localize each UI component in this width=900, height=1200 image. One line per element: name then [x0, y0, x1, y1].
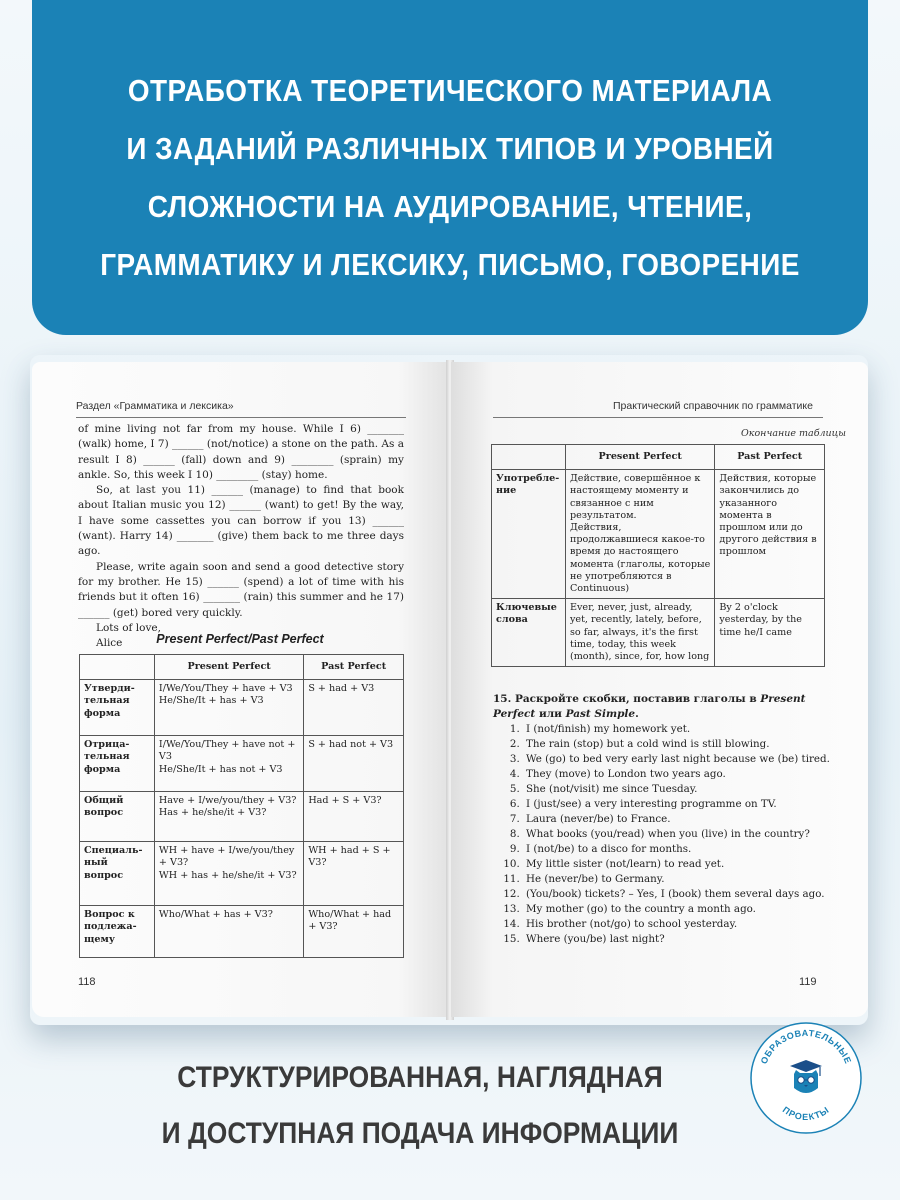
row-label: Специаль-ный вопрос [80, 842, 155, 906]
letter-paragraph: So, at last you 11) ______ (manage) to find that book about Italian music you 12) ______ (want) to get! By the way, I have some cassettes you can borrow if you 13) ______ (want). Harry 14) _______ (give) them back to me three days ago. [78, 484, 404, 558]
table-row [492, 470, 825, 599]
list-item: 5. She (not/visit) me since Tuesday. [523, 782, 853, 797]
table-cell: S + had + V3 [304, 680, 404, 736]
right-page [451, 362, 868, 1017]
table-cell: Who/What + has + V3? [154, 906, 303, 958]
row-label: Ключевые слова [492, 599, 566, 667]
running-header: Раздел «Грамматика и лексика» [76, 400, 234, 412]
list-item: 1. I (not/finish) my homework yet. [523, 722, 853, 737]
letter-closing: Lots of love, [96, 621, 161, 634]
list-item: 12. (You/book) tickets? – Yes, I (book) them several days ago. [523, 887, 853, 902]
publisher-badge [748, 1020, 864, 1136]
list-item: 7. Laura (never/be) to France. [523, 812, 853, 827]
table-cell: I/We/You/They + have not + V3 He/She/It + has not + V3 [154, 736, 303, 792]
banner-line: ГРАММАТИКУ И ЛЕКСИКУ, ПИСЬМО, ГОВОРЕНИЕ [100, 247, 800, 282]
table-row [80, 906, 404, 958]
table-cell: Who/What + had + V3? [304, 906, 404, 958]
tagline-line: И ДОСТУПНАЯ ПОДАЧА ИНФОРМАЦИИ [161, 1117, 679, 1150]
list-item: 11. He (never/be) to Germany. [523, 872, 853, 887]
header-rule [493, 417, 823, 418]
tense-name: Past Simple [565, 708, 636, 720]
table-cell: Ever, never, just, already, yet, recently, lately, before, so far, always, it's the first time, today, this week (month), since, for, how long [565, 599, 714, 667]
table-header-row [80, 655, 404, 680]
list-item: 6. I (just/see) a very interesting programme on TV. [523, 797, 853, 812]
banner-line: СЛОЖНОСТИ НА АУДИРОВАНИЕ, ЧТЕНИЕ, [147, 189, 753, 224]
list-item: 13. My mother (go) to the country a month ago. [523, 902, 853, 917]
bottom-tagline [100, 1050, 740, 1162]
page-number: 119 [799, 976, 817, 988]
table-row [80, 680, 404, 736]
table-cell: I/We/You/They + have + V3 He/She/It + has + V3 [154, 680, 303, 736]
list-item: 9. I (not/be) to a disco for months. [523, 842, 853, 857]
table-title: Present Perfect/Past Perfect [156, 632, 324, 646]
table-header-row [492, 445, 825, 470]
row-label: Употребле-ние [492, 470, 566, 599]
table-row [80, 792, 404, 842]
exercise-or: или [538, 708, 562, 720]
list-item: 15. Where (you/be) last night? [523, 932, 853, 947]
list-item: 2. The rain (stop) but a cold wind is still blowing. [523, 737, 853, 752]
table-row [80, 736, 404, 792]
exercise-list [493, 722, 853, 947]
row-label: Вопрос к подлежа-щему [80, 906, 155, 958]
list-item: 8. What books (you/read) when you (live) in the country? [523, 827, 853, 842]
list-item: 4. They (move) to London two years ago. [523, 767, 853, 782]
letter-paragraph: of mine living not far from my house. While I 6) _______ (walk) home, I 7) ______ (not/notice) a stone on the path. As a result I 8) ______ (fall) down and 9) ________ (sprain) my ankle. So, this week I 10) ________ (stay) home. [78, 423, 404, 481]
table-cell: Have + I/we/you/they + V3? Has + he/she/it + V3? [154, 792, 303, 842]
badge-top-text: ОБРАЗОВАТЕЛЬНЫЕ [758, 1027, 854, 1066]
grammar-table [79, 654, 404, 958]
banner-line: ОТРАБОТКА ТЕОРЕТИЧЕСКОГО МАТЕРИАЛА [127, 73, 773, 108]
list-item: 10. My little sister (not/learn) to read yet. [523, 857, 853, 872]
letter-signature: Alice [96, 637, 123, 650]
table-row [80, 842, 404, 906]
list-item: 3. We (go) to bed very early last night because we (be) tired. [523, 752, 853, 767]
table-continuation-note: Окончание таблицы [741, 428, 847, 439]
row-label: Утверди-тельная форма [80, 680, 155, 736]
table-header-cell [80, 655, 155, 680]
table-cell: S + had not + V3 [304, 736, 404, 792]
table-header-cell: Present Perfect [154, 655, 303, 680]
table-cell: By 2 o'clock yesterday, by the time he/I came [715, 599, 825, 667]
table-cell: Действие, совершённое к настоящему моменту и связанное с ним результатом. Действия, продолжавшиеся какое-то время до настоящего момента (глаголы, которые не употребляются в Continuous) [565, 470, 714, 599]
banner-line: И ЗАДАНИЙ РАЗЛИЧНЫХ ТИПОВ И УРОВНЕЙ [126, 131, 774, 166]
table-header-cell: Past Perfect [715, 445, 825, 470]
banner-headline [32, 62, 868, 294]
table-header-cell: Present Perfect [565, 445, 714, 470]
table-row [492, 599, 825, 667]
letter-paragraph: Please, write again soon and send a good detective story for my brother. He 15) ______ (spend) a lot of time with his friends but it often 16) _______ (rain) this summer and he 17) ______ (get) bored very quickly. [78, 560, 404, 619]
grammar-table-continued [491, 444, 825, 667]
row-label: Отрица-тельная форма [80, 736, 155, 792]
header-rule [76, 417, 406, 418]
table-cell: WH + have + I/we/you/they + V3? WH + has + he/she/it + V3? [154, 842, 303, 906]
running-header: Практический справочник по грамматике [613, 400, 813, 412]
left-page [32, 362, 449, 1017]
exercise-instruction-text: Раскройте скобки, поставив глаголы в [514, 693, 757, 705]
table-cell: Действия, которые закончились до указанного момента в прошлом или до другого действия в прошлом [715, 470, 825, 599]
exercise-number: 15. [493, 693, 512, 705]
table-header-cell [492, 445, 566, 470]
badge-bottom-text: ПРОЕКТЫ [780, 1104, 832, 1123]
table-cell: Had + S + V3? [304, 792, 404, 842]
letter-text [78, 422, 404, 651]
table-cell: WH + had + S + V3? [304, 842, 404, 906]
list-item: 14. His brother (not/go) to school yesterday. [523, 917, 853, 932]
row-label: Общий вопрос [80, 792, 155, 842]
cat-graduate-icon [790, 1060, 822, 1093]
table-header-cell: Past Perfect [304, 655, 404, 680]
tense-name: Present Perfect [493, 693, 806, 720]
exercise-instruction: 15. Раскройте скобки, поставив глаголы в Present Perfect или Past Simple. [493, 693, 806, 720]
tagline-line: СТРУКТУРИРОВАННАЯ, НАГЛЯДНАЯ [177, 1061, 663, 1094]
page-number: 118 [78, 976, 96, 988]
